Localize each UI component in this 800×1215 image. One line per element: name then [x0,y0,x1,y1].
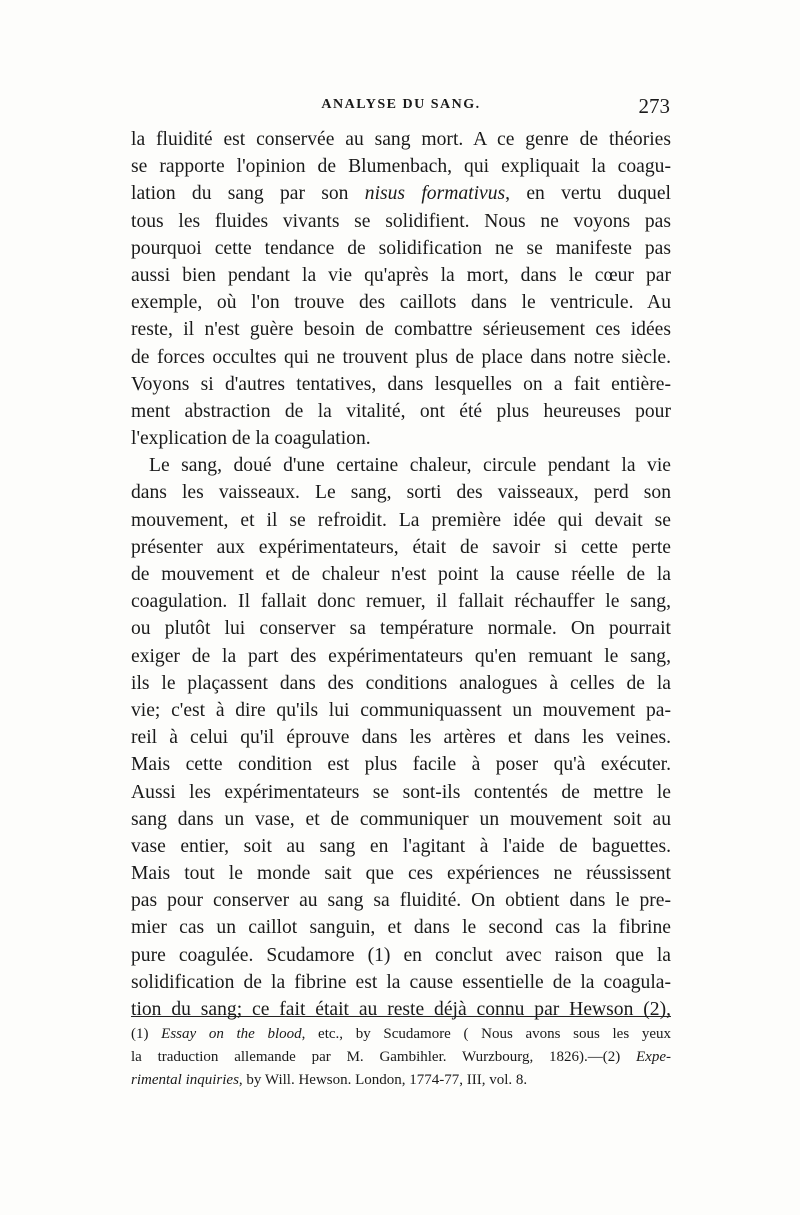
footnotes [131,1023,671,1092]
italic-title: rimental inquiries [131,1072,239,1088]
text-run: la traduction allemande par M. Gambihler. Wurzbourg, 1826).—(2) [131,1049,637,1065]
text-line: la fluidité est conservée au sang mort. A ce genre de théories [131,129,671,150]
text-run: , etc., by Scudamore ( Nous avons sous les yeux [301,1026,671,1042]
text-run: (1) [131,1026,162,1042]
text-line: reil à celui qu'il éprouve dans les artères et dans les veines. [131,727,671,749]
text-line: Mais tout le monde sait que ces expériences ne réussissent [131,863,671,885]
text-line: présenter aux expérimentateurs, était de savoir si cette perte [131,536,671,558]
text-run: lation du sang par son [131,183,365,205]
italic-title: Essay on the blood [161,1026,302,1042]
italic-title: Expe- [636,1049,671,1065]
footnote-line [131,1069,671,1092]
text-line: l'explication de la coagulation. [131,428,371,450]
text-line: se rapporte l'opinion de Blumenbach, qui expliquait la coagu- [131,156,671,178]
text-line: sang dans un vase, et de communiquer un mouvement soit au [131,808,671,830]
text-line: reste, il n'est guère besoin de combattre sérieusement ces idées [131,319,671,341]
text-line: ou plutôt lui conserver sa température normale. On pourrait [131,618,671,640]
text-line: ils le plaçassent dans des conditions analogues à celles de la [131,672,671,694]
text-line: de forces occultes qui ne trouvent plus de place dans notre siècle. [131,346,671,368]
text-line: mouvement, et il se refroidit. La première idée qui devait se [131,509,671,531]
text-line: exemple, où l'on trouve des caillots dans le ventricule. Au [131,292,671,314]
text-line: tion du sang; ce fait était au reste déjà connu par Hewson (2), [131,999,671,1020]
text-line: vie; c'est à dire qu'ils lui communiquassent un mouvement pa- [131,699,671,721]
page-number: 273 [638,94,670,118]
text-line: de mouvement et de chaleur n'est point la cause réelle de la [131,564,671,585]
text-line: pourquoi cette tendance de solidification ne se manifeste pas [131,237,671,259]
text-line: Aussi les expérimentateurs se sont-ils contentés de mettre le [131,781,671,803]
running-header [132,94,670,121]
text-line: Voyons si d'autres tentatives, dans lesquelles on a fait entière- [131,373,671,395]
running-title: ANALYSE DU SANG. [321,97,481,112]
text-line: vase entier, soit au sang en l'agitant à l'aide de baguettes. [131,835,671,857]
text-line: pas pour conserver au sang sa fluidité. On obtient dans le pre- [131,890,671,912]
text-line: exiger de la part des expérimentateurs qu'en remuant le sang, [131,645,671,667]
footnote-line [131,1023,671,1046]
text-line: pure coagulée. Scudamore (1) en conclut avec raison que la [131,944,671,966]
text-line: ment abstraction de la vitalité, ont été plus heureuses pour [131,400,671,422]
text-line: Le sang, doué d'une certaine chaleur, circule pendant la vie [149,455,671,477]
text-line: mier cas un caillot sanguin, et dans le second cas la fibrine [131,917,671,939]
text-line: coagulation. Il fallait donc remuer, il fallait réchauffer le sang, [131,591,671,613]
text-run: , by Will. Hewson. London, 1774-77, III, vol. 8. [238,1072,528,1088]
text-line: Mais cette condition est plus facile à poser qu'à exécuter. [131,754,671,776]
footnote-line [131,1046,671,1069]
text-line [131,180,671,207]
footnote-rule [131,1016,671,1017]
text-run: , en vertu duquel [505,183,671,205]
text-line: dans les vaisseaux. Le sang, sorti des vaisseaux, perd son [131,482,671,504]
text-line: solidification de la fibrine est la cause essentielle de la coagula- [131,971,671,993]
text-line: tous les fluides vivants se solidifient. Nous ne voyons pas [131,210,671,232]
body-text [131,126,671,1023]
text-line: aussi bien pendant la vie qu'après la mort, dans le cœur par [131,264,671,286]
italic-term: nisus formativus [364,183,506,205]
